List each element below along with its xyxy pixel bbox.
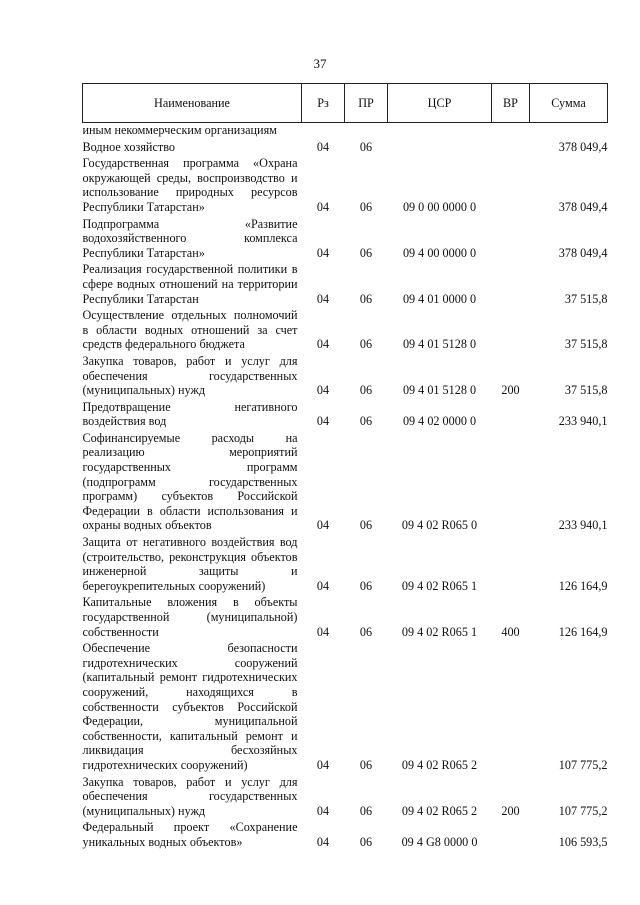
header-vr: ВР: [492, 84, 530, 123]
row-pr: [345, 123, 388, 140]
row-name: Закупка товаров, работ и услуг для обеспечения государственных (муниципальных) нужд: [82, 353, 298, 398]
row-sum: 233 940,1: [558, 518, 608, 533]
row-rz: 04: [316, 245, 330, 260]
header-pr: ПР: [345, 84, 388, 123]
row-vr: 200: [501, 803, 520, 818]
row-vr: [492, 535, 530, 595]
page-number: 37: [313, 56, 327, 71]
row-vr: [492, 140, 530, 157]
row-sum: [530, 123, 608, 140]
row-csr: 09 4 02 R065 1: [401, 624, 478, 639]
row-csr: 09 4 02 0000 0: [402, 414, 477, 429]
row-sum: 233 940,1: [558, 414, 608, 429]
row-name: Государственная программа «Охрана окружающей среды, воспроизводство и использование природных ресурсов Республики Татарстан»: [82, 156, 298, 214]
row-sum: 106 593,5: [558, 834, 608, 849]
table-row: [83, 123, 608, 140]
row-pr: 06: [359, 578, 373, 593]
row-rz: 04: [316, 383, 330, 398]
budget-table: [82, 83, 608, 852]
table-row: [83, 262, 608, 308]
header-rz: Рз: [302, 84, 345, 123]
row-csr: [388, 140, 492, 157]
row-csr: 09 4 G8 0000 0: [401, 834, 478, 849]
row-vr: [492, 217, 530, 263]
header-name: Наименование: [83, 84, 302, 123]
row-rz: 04: [316, 518, 330, 533]
table-row: [83, 308, 608, 354]
row-name: Федеральный проект «Сохранение уникальных водных объектов»: [82, 820, 298, 849]
table-row: [83, 140, 608, 157]
table-row: [83, 820, 608, 851]
row-sum: 37 515,8: [564, 383, 608, 398]
row-vr: [492, 262, 530, 308]
table-row: [83, 400, 608, 431]
row-sum: 378 049,4: [558, 139, 608, 154]
row-rz: 04: [316, 624, 330, 639]
row-vr: 200: [501, 383, 520, 398]
row-rz: 04: [316, 834, 330, 849]
table-row: [83, 354, 608, 400]
row-sum: 126 164,9: [558, 578, 608, 593]
row-csr: 09 4 00 0000 0: [402, 245, 477, 260]
row-csr: 09 4 02 R065 2: [401, 803, 478, 818]
table-row: [83, 431, 608, 535]
row-rz: [302, 123, 345, 140]
table-header-row: [83, 84, 608, 123]
row-csr: [388, 123, 492, 140]
row-pr: 06: [359, 803, 373, 818]
header-sum: Сумма: [530, 84, 608, 123]
row-pr: 06: [359, 414, 373, 429]
row-vr: 400: [501, 624, 520, 639]
row-name: Предотвращение негативного воздействия вод: [82, 399, 298, 429]
row-name: иным некоммерческим организациям: [82, 123, 277, 137]
row-vr: [492, 400, 530, 431]
row-csr: 09 0 00 0000 0: [402, 199, 477, 214]
row-vr: [492, 156, 530, 216]
row-csr: 09 4 02 R065 2: [401, 757, 478, 772]
table-row: [83, 775, 608, 821]
row-pr: 06: [359, 834, 373, 849]
row-csr: 09 4 02 R065 0: [401, 518, 478, 533]
row-name: Реализация государственной политики в сфере водных отношений на территории Республики Татарстан: [82, 262, 298, 306]
row-sum: 126 164,9: [558, 624, 608, 639]
row-pr: 06: [359, 757, 373, 772]
row-pr: 06: [359, 337, 373, 352]
row-name: Обеспечение безопасности гидротехнических сооружений (капитальный ремонт гидротехнических сооружений, находящихся в собственности субъектов Российской Федерации, муниципальной собственности, капитальный ремонт и ликвидация бесхозяйных гидротехнических сооружений): [82, 641, 298, 772]
row-rz: 04: [316, 199, 330, 214]
row-sum: 107 775,2: [558, 803, 608, 818]
row-rz: 04: [316, 578, 330, 593]
row-vr: [492, 431, 530, 535]
row-pr: 06: [359, 624, 373, 639]
row-csr: 09 4 02 R065 1: [401, 578, 478, 593]
row-sum: 37 515,8: [564, 337, 608, 352]
row-rz: 04: [316, 139, 330, 154]
row-vr: [492, 641, 530, 774]
row-pr: 06: [359, 245, 373, 260]
row-sum: 107 775,2: [558, 757, 608, 772]
row-csr: 09 4 01 5128 0: [402, 383, 477, 398]
row-rz: 04: [316, 414, 330, 429]
table-row: [83, 595, 608, 641]
row-pr: 06: [359, 199, 373, 214]
table-row: [83, 156, 608, 216]
row-rz: 04: [316, 337, 330, 352]
row-name: Водное хозяйство: [82, 139, 175, 154]
row-name: Закупка товаров, работ и услуг для обеспечения государственных (муниципальных) нужд: [82, 774, 298, 818]
table-row: [83, 641, 608, 774]
row-sum: 378 049,4: [558, 245, 608, 260]
row-name: Капитальные вложения в объекты государственной (муниципальной) собственности: [82, 595, 298, 639]
row-pr: 06: [359, 139, 373, 154]
row-rz: 04: [316, 757, 330, 772]
row-name: Осуществление отдельных полномочий в области водных отношений за счет средств федерального бюджета: [82, 308, 298, 352]
row-vr: [492, 123, 530, 140]
row-name: Софинансируемые расходы на реализацию мероприятий государственных программ (подпрограмм государственных программ) субъектов Российской Федерации в области использования и охраны водных объектов: [82, 430, 298, 533]
row-pr: 06: [359, 518, 373, 533]
row-sum: 378 049,4: [558, 199, 608, 214]
header-csr: ЦСР: [388, 84, 492, 123]
table-row: [83, 535, 608, 595]
table-row: [83, 217, 608, 263]
row-rz: 04: [316, 803, 330, 818]
row-sum: 37 515,8: [564, 291, 608, 306]
row-vr: [492, 820, 530, 851]
row-rz: 04: [316, 291, 330, 306]
row-pr: 06: [359, 383, 373, 398]
row-pr: 06: [359, 291, 373, 306]
row-csr: 09 4 01 0000 0: [402, 291, 477, 306]
row-name: Защита от негативного воздействия вод (строительство, реконструкция объектов инженерной защиты и берегоукрепительных сооружений): [82, 535, 298, 593]
row-vr: [492, 308, 530, 354]
row-csr: 09 4 01 5128 0: [402, 337, 477, 352]
row-name: Подпрограмма «Развитие водохозяйственного комплекса Республики Татарстан»: [82, 216, 298, 260]
